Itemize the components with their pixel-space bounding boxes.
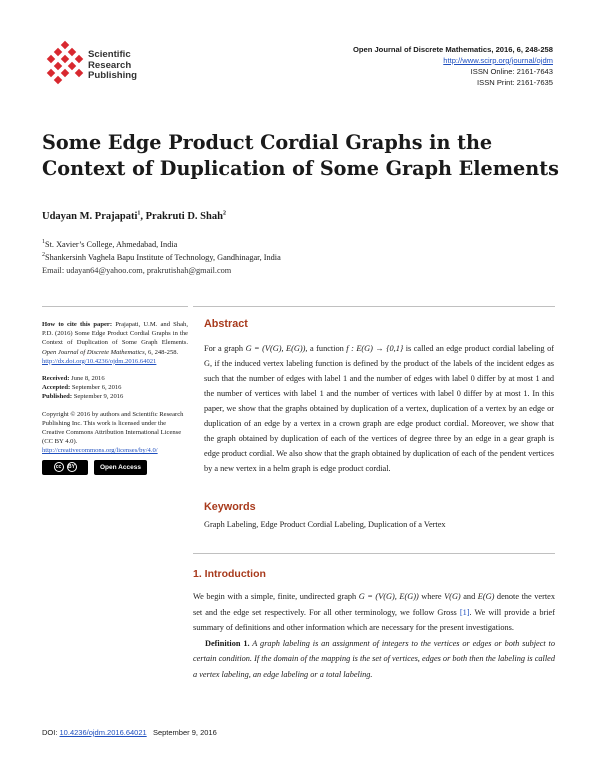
accepted-label: Accepted: — [42, 384, 71, 392]
journal-name: Open Journal of Discrete Mathematics, 2016, 6, 248-258 — [352, 45, 553, 54]
affiliation-2-text: Shankersinh Vaghela Bapu Institute of Technology, Gandhinagar, India — [45, 253, 281, 262]
intro-text-c: and — [460, 592, 478, 601]
published-label: Published: — [42, 393, 73, 401]
license-url-link[interactable]: http://creativecommons.org/licenses/by/4.0/ — [42, 447, 158, 455]
affiliation-1 — [42, 238, 281, 251]
keywords-heading: Keywords — [204, 501, 256, 513]
open-access-badge[interactable]: Open Access — [94, 460, 147, 475]
intro-math-e: E(G) — [477, 592, 495, 601]
abstract-text-a: For a graph — [204, 344, 246, 353]
citation-block — [42, 320, 188, 366]
license-badges — [42, 460, 188, 475]
author-1: Udayan M. Prajapati — [42, 211, 138, 222]
affiliation-2-sup: 2 — [42, 252, 45, 259]
intro-divider — [193, 553, 555, 554]
page-footer — [42, 728, 217, 737]
footer-date: September 9, 2016 — [152, 728, 217, 737]
article-sidebar — [42, 320, 188, 483]
abstract-heading: Abstract — [204, 318, 248, 330]
affiliation-1-sup: 1 — [42, 239, 45, 246]
intro-citation-link[interactable]: [1] — [459, 607, 470, 617]
by-icon: BY — [67, 462, 77, 472]
published-value: September 9, 2016 — [72, 393, 124, 401]
definition-1-body: A graph labeling is an assignment of integers to the vertices or edges or both subject to certain condition. If the domain of the mapping is the set of vertices, edges or both then the labeling is called a vertex labeling, an edge labeling or a total labeling. — [193, 638, 555, 679]
keywords-text: Graph Labeling, Edge Product Cordial Labeling, Duplication of a Vertex — [204, 520, 446, 529]
publisher-logo — [42, 40, 160, 90]
accepted-value: September 6, 2016 — [70, 384, 122, 392]
title-line1: Some Edge Product Cordial Graphs in the — [42, 131, 493, 154]
license-block — [42, 410, 188, 475]
intro-text-d: denote the vertex set and the edge set respectively. For all other terminology, we follow Gross — [193, 592, 555, 617]
intro-paragraph — [193, 589, 555, 636]
abstract-math-graph: G = (V(G), E(G)) — [245, 344, 306, 353]
cite-label: How to cite this paper: — [42, 321, 113, 328]
issn-print: ISSN Print: 2161-7635 — [477, 78, 553, 87]
received-value: June 8, 2016 — [69, 375, 105, 383]
cite-doi-link[interactable]: http://dx.doi.org/10.4236/ojdm.2016.64021 — [42, 357, 157, 365]
publisher-line1: Scientific — [88, 49, 131, 60]
cc-by-badge[interactable] — [42, 460, 88, 475]
abstract-text-c: is called an edge product cordial labeling of G, if the induced vertex labeling function is defined by the product of the labels of the incident edges as such that the number of edges with label 1 and the number of edges with label 0 differ by at most 1 and the number of vertices with label 1 and the number of vertices with label 0 differ by at most 1. In this paper, we show that the graphs obtained by duplication of a vertex, duplication of a vertex by an edge or duplication of an edge by a vertex in a crown graph are edge product cordial. Moreover, we show that the graph obtained by duplication of each of the vertices of degree three by an edge in a gear graph is edge product cordial. We also show that the graph obtained by duplication of each of the pendent vertices by a new vertex in a helm graph is edge product cordial. — [204, 344, 554, 473]
cite-text-a: Prajapati, U.M. and Shah, P.D. (2016) Some Edge Product Cordial Graphs in the Context of Duplication of Some Graph Elements. — [42, 321, 188, 347]
cc-icon: cc — [54, 462, 64, 472]
received-date — [42, 374, 188, 383]
intro-text-a: We begin with a simple, finite, undirected graph — [193, 592, 359, 601]
author-2-sup: 2 — [222, 210, 226, 217]
cite-text-b: , 6, 248-258. — [144, 348, 179, 356]
author-2: Prakruti D. Shah — [145, 211, 223, 222]
logo-diamond-icon — [42, 40, 88, 86]
abstract-math-function: f : E(G) → {0,1} — [346, 344, 404, 353]
intro-text-e: . We will provide a brief summary of definitions and other information which are necessary for the present investigations. — [193, 607, 555, 632]
publisher-name — [88, 50, 137, 82]
author-sep: , — [140, 211, 146, 222]
intro-math-graph: G = (V(G), E(G)) — [358, 592, 419, 601]
intro-heading: 1. Introduction — [193, 568, 266, 580]
dates-block — [42, 374, 188, 402]
publisher-line3: Publishing — [88, 70, 138, 81]
published-date — [42, 392, 188, 401]
received-label: Received: — [42, 375, 70, 383]
title-line2: Context of Duplication of Some Graph Elements — [42, 157, 559, 180]
author-list — [42, 211, 226, 222]
left-divider — [42, 306, 188, 307]
definition-1-heading: Definition 1. — [205, 638, 250, 648]
publisher-line2: Research — [88, 59, 132, 71]
cite-journal: Open Journal of Discrete Mathematics — [42, 348, 145, 356]
footer-doi-label: DOI: — [42, 728, 60, 737]
intro-text-b: where — [418, 592, 445, 601]
affiliation-1-text: St. Xavier’s College, Ahmedabad, India — [45, 240, 178, 249]
intro-math-v: V(G) — [444, 592, 461, 601]
author-1-sup: 1 — [137, 210, 141, 217]
issn-online: ISSN Online: 2161-7643 — [470, 67, 553, 76]
definition-1 — [193, 636, 555, 683]
abstract-body — [204, 341, 554, 476]
affiliation-2 — [42, 251, 281, 264]
affiliations — [42, 238, 281, 277]
journal-info — [353, 44, 553, 88]
journal-url-link[interactable]: http://www.scirp.org/journal/ojdm — [443, 56, 553, 65]
author-emails: Email: udayan64@yahoo.com, prakrutishah@gmail.com — [42, 266, 232, 275]
intro-body — [193, 589, 555, 682]
abstract-text-b: , a function — [305, 344, 347, 353]
paper-title — [42, 130, 562, 182]
footer-doi-link[interactable]: 10.4236/ojdm.2016.64021 — [59, 728, 147, 737]
right-divider — [193, 306, 555, 307]
accepted-date — [42, 383, 188, 392]
license-text: Copyright © 2016 by authors and Scientific Research Publishing Inc. This work is licensed under the Creative Commons Attribution International License (CC BY 4.0). — [42, 410, 184, 446]
